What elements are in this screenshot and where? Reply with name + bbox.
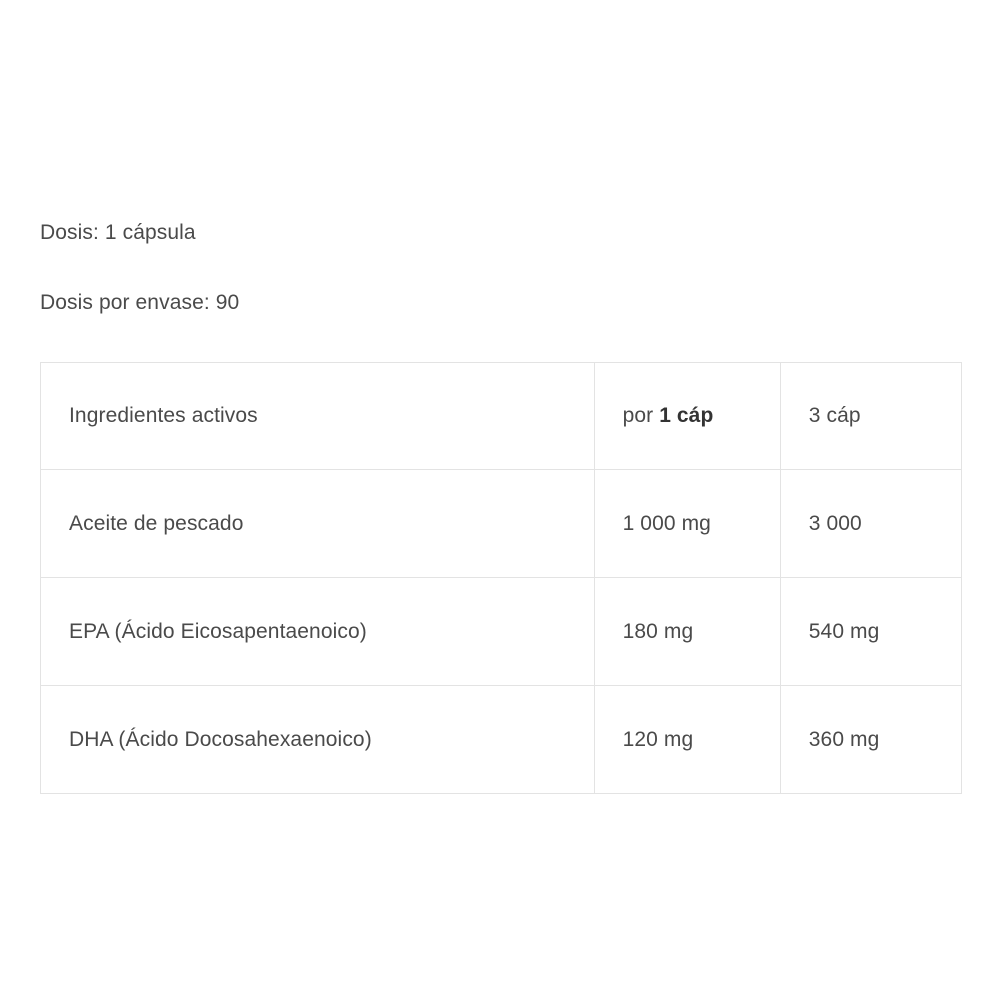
table-row	[41, 470, 962, 578]
per-prefix-text: por	[622, 404, 660, 427]
dose-info-block	[40, 218, 960, 318]
ingredient-amount-three-cap: 540 mg	[780, 578, 961, 686]
per-one-cap-value: 1 cáp	[659, 404, 714, 427]
ingredient-amount-three-cap: 360 mg	[780, 686, 961, 794]
ingredient-name: DHA (Ácido Docosahexaenoico)	[41, 686, 595, 794]
column-header-three-cap: 3 cáp	[780, 363, 961, 470]
active-ingredients-table	[40, 362, 962, 794]
table-row	[41, 578, 962, 686]
ingredient-name: Aceite de pescado	[41, 470, 595, 578]
serving-size-text: Dosis: 1 cápsula	[40, 221, 196, 244]
ingredient-amount-one-cap: 120 mg	[594, 686, 780, 794]
ingredient-amount-one-cap: 1 000 mg	[594, 470, 780, 578]
table-row	[41, 686, 962, 794]
servings-per-container-text: Dosis por envase: 90	[40, 291, 240, 314]
table-header-row	[41, 363, 962, 470]
ingredient-amount-three-cap: 3 000	[780, 470, 961, 578]
ingredient-amount-one-cap: 180 mg	[594, 578, 780, 686]
ingredient-name: EPA (Ácido Eicosapentaenoico)	[41, 578, 595, 686]
column-header-per-one-cap	[594, 363, 780, 470]
column-header-ingredients: Ingredientes activos	[41, 363, 595, 470]
